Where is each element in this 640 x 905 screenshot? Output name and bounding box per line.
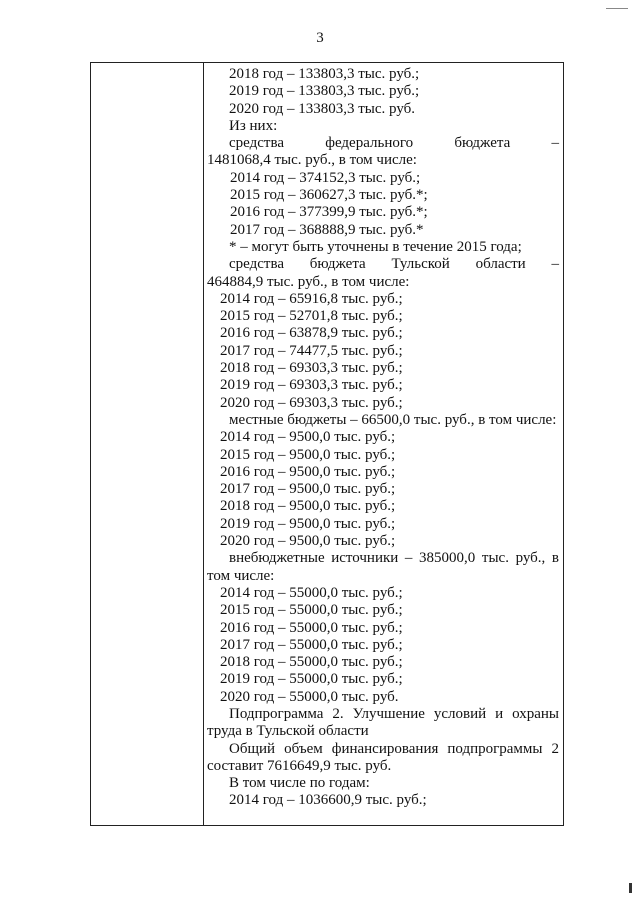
text-line: 2016 год – 377399,9 тыс. руб.*; xyxy=(230,204,428,221)
text-line: 2016 год – 63878,9 тыс. руб.; xyxy=(220,325,403,342)
text-line: 2015 год – 55000,0 тыс. руб.; xyxy=(220,602,403,619)
text-line: составит 7616649,9 тыс. руб. xyxy=(207,757,392,774)
text-line: внебюджетные источники – 385000,0 тыс. руб., в xyxy=(229,550,559,567)
text-line: средства федерального бюджета – xyxy=(229,135,559,152)
text-line: 2017 год – 368888,9 тыс. руб.* xyxy=(230,221,424,238)
text-line: 464884,9 тыс. руб., в том числе: xyxy=(207,273,410,290)
text-line: 2018 год – 69303,3 тыс. руб.; xyxy=(220,360,403,377)
text-line: 2018 год – 55000,0 тыс. руб.; xyxy=(220,654,403,671)
text-line: средства бюджета Тульской области – xyxy=(229,256,559,273)
scan-artifact-mark xyxy=(629,883,632,893)
text-line: 2017 год – 55000,0 тыс. руб.; xyxy=(220,636,403,653)
text-line: 2017 год – 9500,0 тыс. руб.; xyxy=(220,481,396,498)
text-line: Из них: xyxy=(229,117,278,134)
text-line: 2016 год – 9500,0 тыс. руб.; xyxy=(220,463,396,480)
text-line: * – могут быть уточнены в течение 2015 года; xyxy=(229,238,522,255)
text-line: 2020 год – 69303,3 тыс. руб.; xyxy=(220,394,403,411)
scan-artifact-line xyxy=(606,8,628,9)
column-divider xyxy=(203,63,204,825)
text-line: 2018 год – 9500,0 тыс. руб.; xyxy=(220,498,396,515)
text-line: Подпрограмма 2. Улучшение условий и охраны xyxy=(229,705,559,722)
text-line: труда в Тульской области xyxy=(207,723,369,740)
text-line: 2020 год – 55000,0 тыс. руб. xyxy=(220,688,399,705)
text-line: 2019 год – 55000,0 тыс. руб.; xyxy=(220,671,403,688)
text-line: 2015 год – 360627,3 тыс. руб.*; xyxy=(230,187,428,204)
text-line: 2019 год – 9500,0 тыс. руб.; xyxy=(220,515,396,532)
text-line: 2020 год – 9500,0 тыс. руб.; xyxy=(220,533,396,550)
text-line: В том числе по годам: xyxy=(229,775,370,792)
text-line: 2017 год – 74477,5 тыс. руб.; xyxy=(220,342,403,359)
text-line: местные бюджеты – 66500,0 тыс. руб., в том числе: xyxy=(229,411,557,428)
text-line: 2014 год – 65916,8 тыс. руб.; xyxy=(220,290,403,307)
text-line: 2016 год – 55000,0 тыс. руб.; xyxy=(220,619,403,636)
text-line: 1481068,4 тыс. руб., в том числе: xyxy=(207,152,417,169)
text-line: том числе: xyxy=(207,567,275,584)
text-line: 2015 год – 52701,8 тыс. руб.; xyxy=(220,308,403,325)
text-line: 2015 год – 9500,0 тыс. руб.; xyxy=(220,446,396,463)
text-line: 2014 год – 374152,3 тыс. руб.; xyxy=(230,169,421,186)
text-line: 2019 год – 69303,3 тыс. руб.; xyxy=(220,377,403,394)
text-line: 2014 год – 1036600,9 тыс. руб.; xyxy=(229,792,427,809)
text-line: 2014 год – 9500,0 тыс. руб.; xyxy=(220,429,396,446)
page-number: 3 xyxy=(316,30,324,46)
text-line: 2019 год – 133803,3 тыс. руб.; xyxy=(229,83,420,100)
table-right-cell xyxy=(207,66,559,810)
text-line: 2014 год – 55000,0 тыс. руб.; xyxy=(220,584,403,601)
text-line: 2020 год – 133803,3 тыс. руб. xyxy=(229,100,416,117)
text-line: 2018 год – 133803,3 тыс. руб.; xyxy=(229,66,420,82)
text-line: Общий объем финансирования подпрограммы 2 xyxy=(229,740,559,757)
financing-table xyxy=(90,62,564,826)
